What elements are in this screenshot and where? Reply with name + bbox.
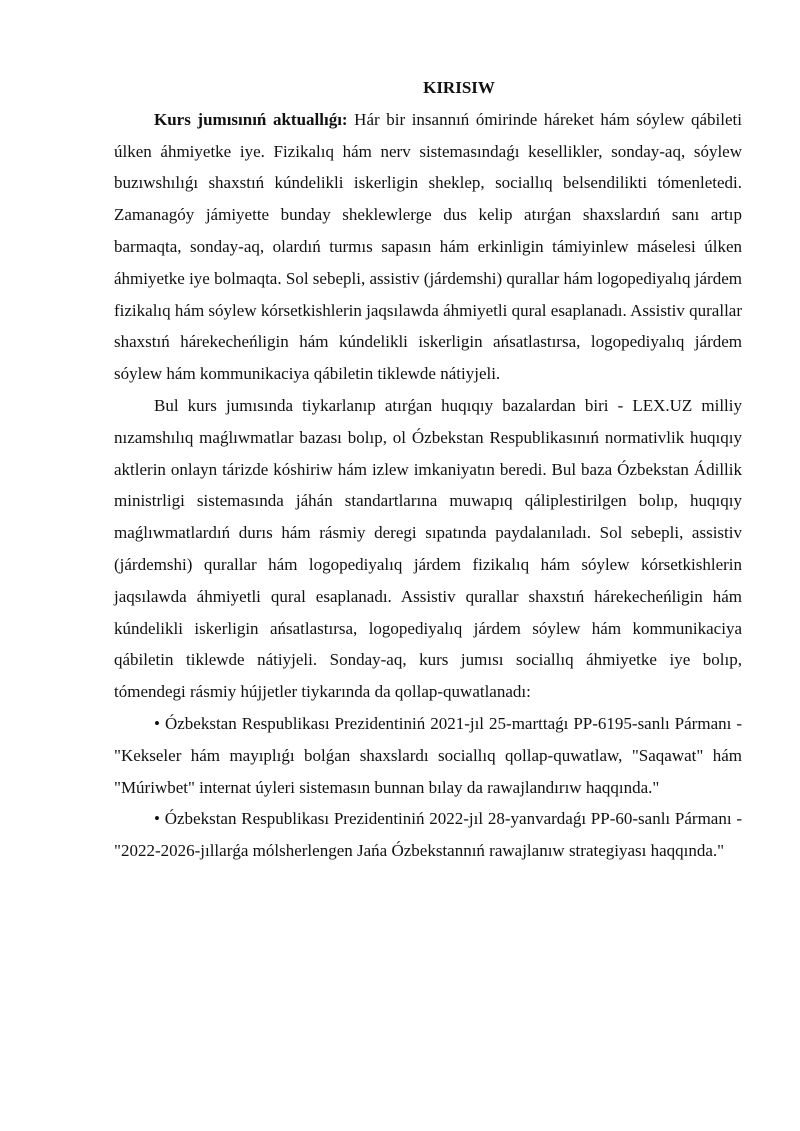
document-page bbox=[114, 72, 742, 867]
list-item-decree-2: • Ózbekstan Respublikası Prezidentiniń 2022-jıl 28-yanvardaǵı PP-60-sanlı Pármanı - "2022-2026-jıllarǵa mólsherlengen Jańa Ózbekstannıń rawajlanıw strategiyası haqqında." bbox=[114, 809, 742, 861]
paragraph-relevance bbox=[114, 104, 742, 390]
relevance-heading: Kurs jumısınıń aktuallıǵı: bbox=[154, 109, 348, 129]
paragraph-legal-basis: Bul kurs jumısında tiykarlanıp atırǵan huqıqıy bazalardan biri - LEX.UZ milliy nızamshılıq maǵlıwmatlar bazası bolıp, ol Ózbekstan Respublikasınıń normativlik huqıqıy aktlerin onlayn tárizde kóshiriw hám izlew imkaniyatın beredi. Bul baza Ózbekstan Ádillik ministrligi sistemasında jáhán standartlarına muwapıq qáliplestirilgen bolıp, huqıqıy maǵlıwmatlardıń durıs hám rásmiy deregi sıpatında paydalanıladı. Sol sebepli, assistiv (járdemshi) qurallar hám logopediyalıq járdem fizikalıq hám sóylew kórsetkishlerin jaqsılawda áhmiyetli qural esaplanadı. Assistiv qurallar shaxstıń hárekecheńligin hám kúndelikli iskerligin ańsatlastırsa, logopediyalıq járdem sóylew hám kommunikaciya qábiletin tiklewde nátiyjeli. Sonday-aq, kurs jumısı sociallıq áhmiyetke iye bolıp, tómendegi rásmiy hújjetler tiykarında da qollap-quwatlanadı: bbox=[114, 395, 742, 702]
relevance-text: Hár bir insannıń ómirinde háreket hám sóylew qábileti úlken áhmiyetke iye. Fizikalıq hám nerv sistemasındaǵı kesellikler, sonday-aq, sóylew buzıwshılıǵı shaxstıń kúndelikli iskerligin sheklep, sociallıq belsendilikti tómenletedi. Zamanagóy jámiyette bunday sheklewlerge dus kelip atırǵan shaxslardıń sanı artıp barmaqta, sonday-aq, olardıń turmıs sapasın hám erkinligin támiyinlew máselesi úlken áhmiyetke iye bolmaqta. Sol sebepli, assistiv (járdemshi) qurallar hám logopediyalıq járdem fizikalıq hám sóylew kórsetkishlerin jaqsılawda áhmiyetli qural esaplanadı. Assistiv qurallar shaxstıń hárekecheńligin hám kúndelikli iskerligin ańsatlastırsa, logopediyalıq járdem sóylew hám kommunikaciya qábiletin tiklewde nátiyjeli. bbox=[114, 109, 742, 384]
document-title: KIRISIW bbox=[423, 78, 495, 97]
list-item-decree-1: • Ózbekstan Respublikası Prezidentiniń 2021-jıl 25-marttaǵı PP-6195-sanlı Pármanı - "Kekseler hám mayıplıǵı bolǵan shaxslardı sociallıq qollap-quwatlaw, "Saqawat" hám "Múriwbet" internat úyleri sistemasın bunnan bılay da rawajlandırıw haqqında." bbox=[114, 713, 742, 797]
